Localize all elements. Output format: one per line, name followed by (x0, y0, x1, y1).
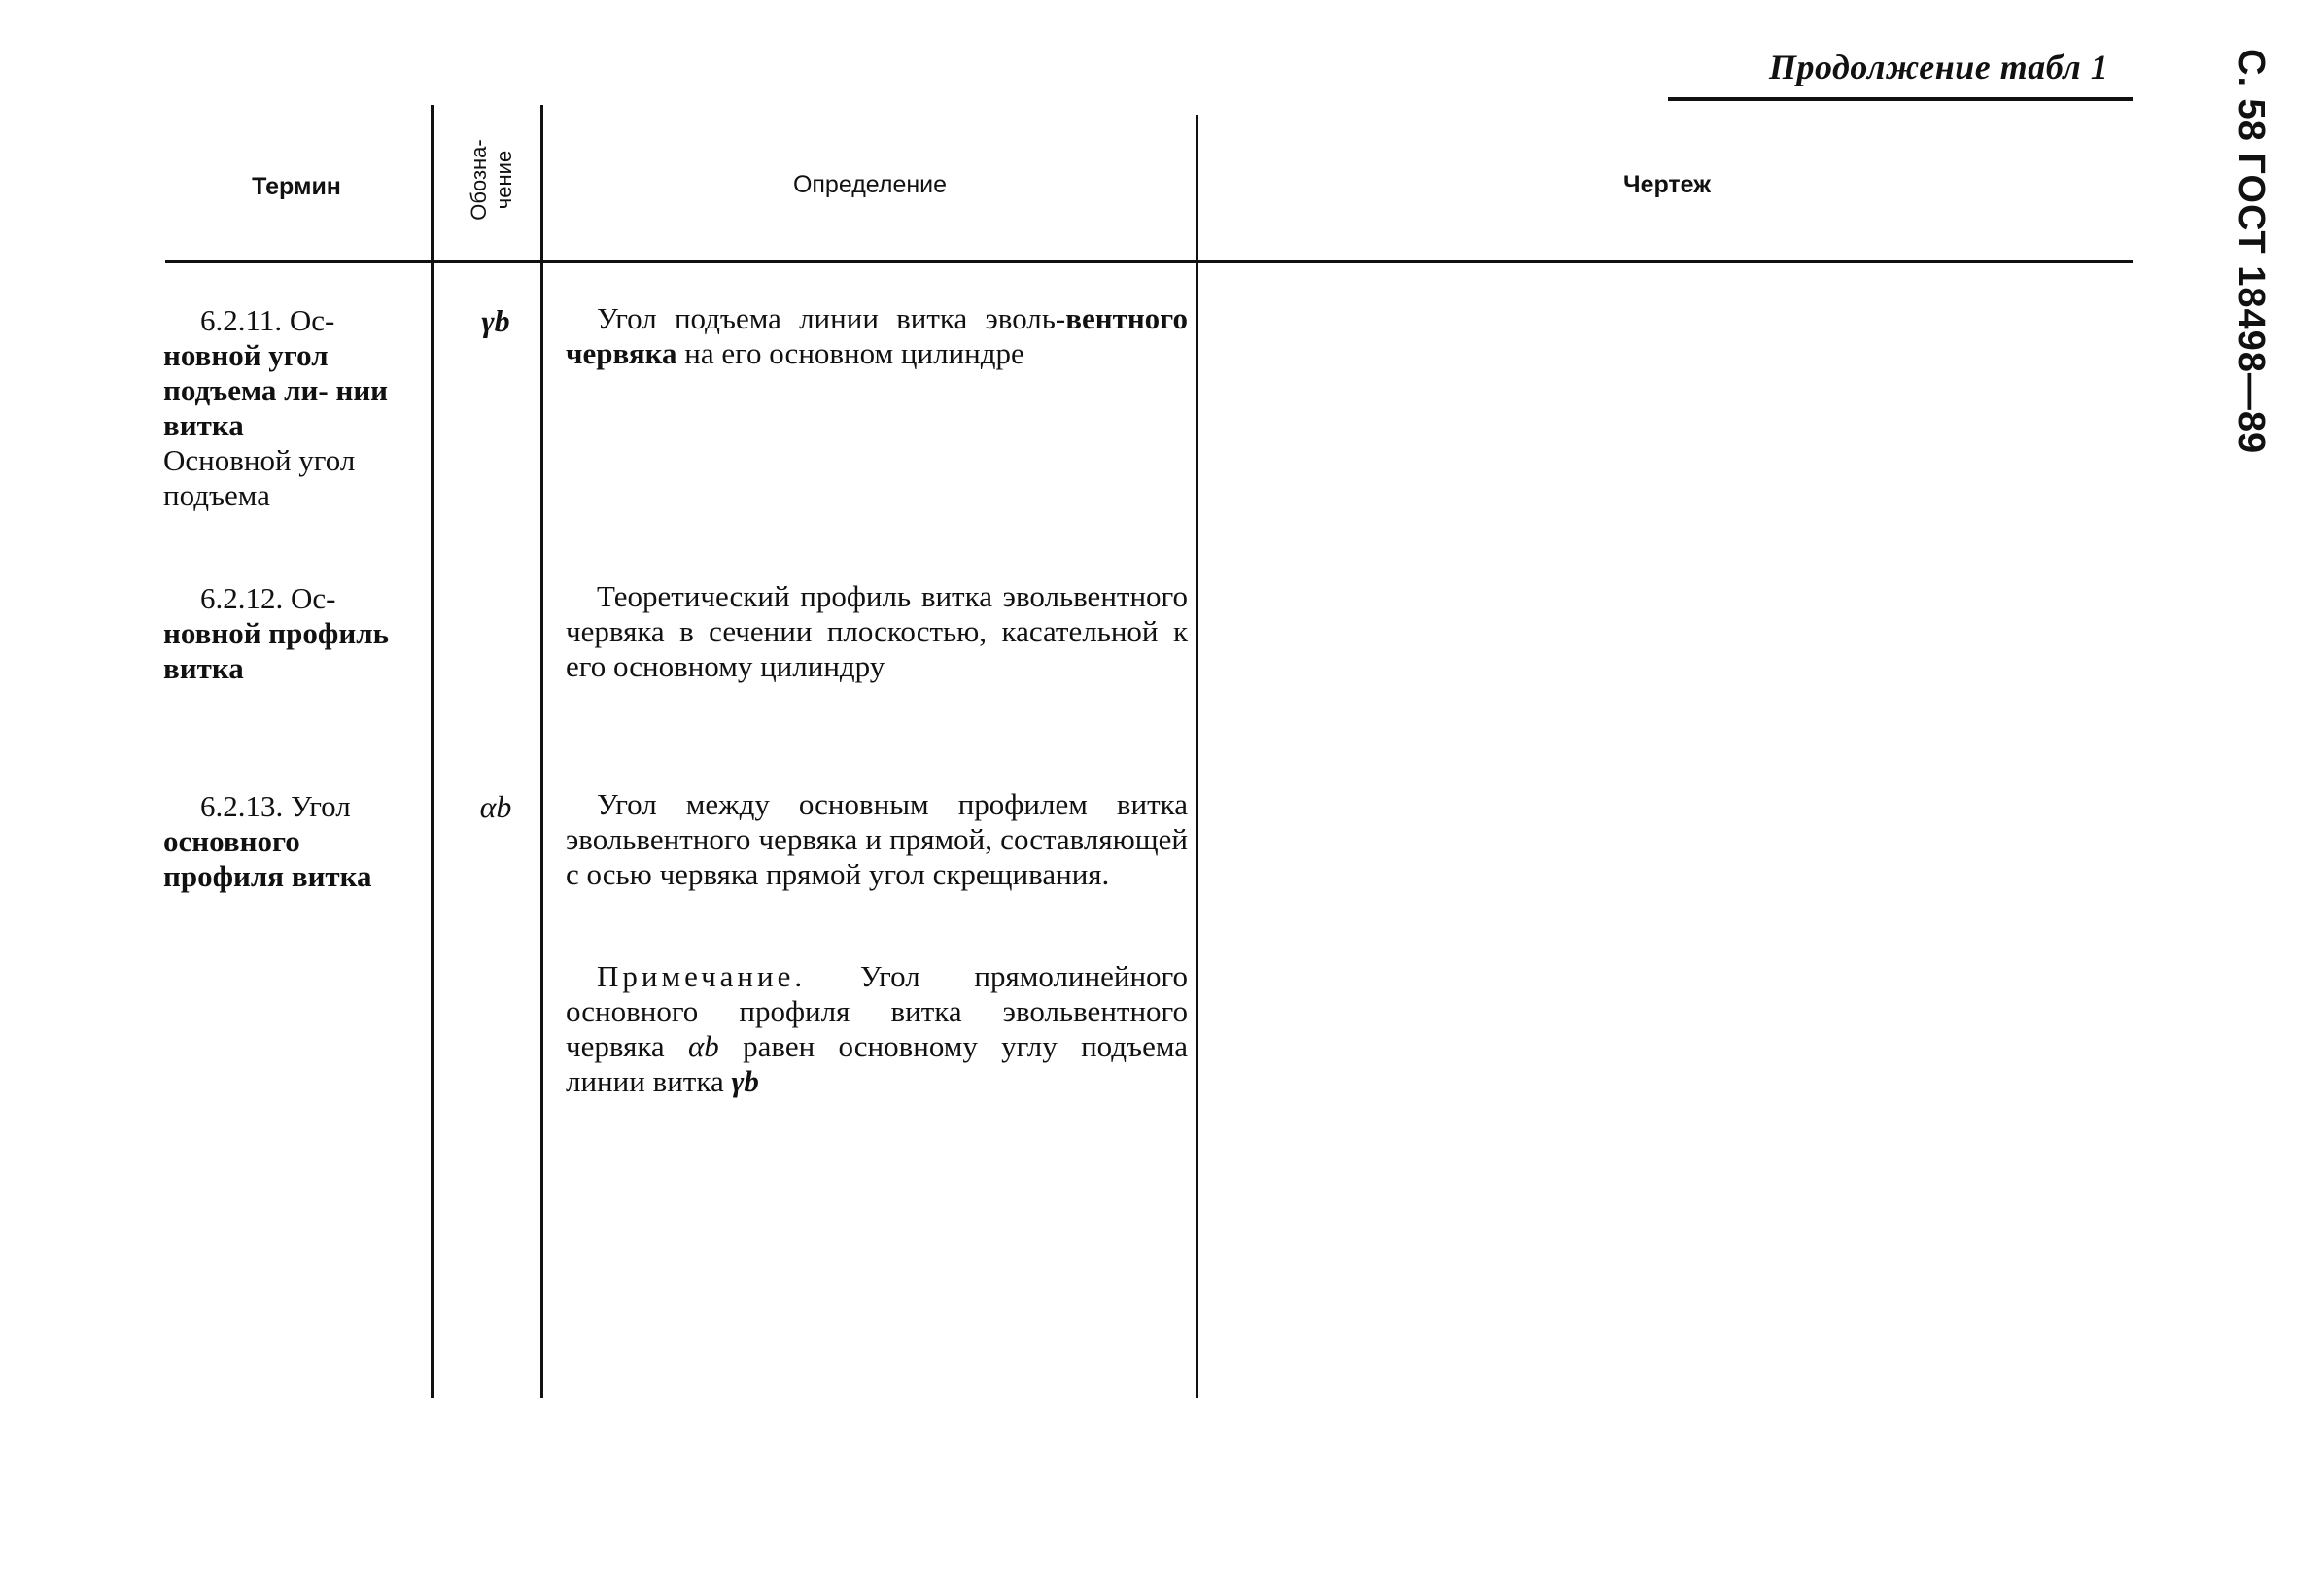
caption-underline (1668, 97, 2133, 101)
term-bold-text: новной профиль витка (163, 616, 390, 685)
table-continuation-caption: Продолжение табл 1 (1769, 48, 2109, 86)
definition-text-continued: на его основном цилиндре (676, 336, 1024, 370)
term-6-2-13 (163, 789, 421, 894)
running-head (2184, 49, 2272, 457)
term-6-2-12 (163, 581, 421, 686)
note-alpha-symbol: αb (688, 1029, 719, 1063)
definition-6-2-12: Теоретический профиль витка эвольвентного червяка в сечении плоскостью, касательной к его основному цилиндру (566, 579, 1188, 683)
note-text-continued: равен основному углу подъема линии витка (566, 1029, 1189, 1098)
running-head-text: С. 58 ГОСТ 18498—89 (2231, 49, 2272, 455)
header-symbol-line1: Обозна- (467, 139, 491, 221)
column-divider-symbol (540, 105, 543, 1398)
symbol-6-2-13: αb (479, 789, 512, 824)
header-drawing: Чертеж (1623, 171, 1711, 198)
term-number: 6.2.13. Угол (200, 789, 351, 823)
definition-bold-text: вентного червяка (566, 301, 1188, 370)
definition-text: Угол подъема линии витка эволь- (597, 301, 1066, 335)
symbol-6-2-11: γb (481, 303, 510, 338)
term-number: 6.2.12. Ос- (200, 581, 336, 615)
note-gamma-symbol: γb (731, 1064, 759, 1098)
term-short-form: Основной угол подъема (163, 443, 356, 512)
definition-6-2-13: Угол между основным профилем витка эвольвентного червяка и прямой, составляющей с осью червяка прямой угол скрещивания. (566, 787, 1188, 891)
definition-6-2-11 (566, 301, 1188, 371)
term-bold-text: основного профиля витка (163, 824, 372, 893)
column-divider-term (431, 105, 434, 1398)
note-label: Примечание. (597, 959, 807, 993)
header-definition: Определение (792, 171, 948, 198)
header-symbol-line2: чение (492, 150, 516, 210)
header-separator (165, 260, 2133, 263)
term-6-2-11 (163, 303, 421, 513)
term-bold-text: новной угол подъема ли- нии витка (163, 338, 389, 442)
note-text: Угол прямолинейного основного профиля витка эвольвентного червяка (566, 959, 1188, 1063)
header-symbol (433, 115, 539, 260)
note-6-2-13 (566, 959, 1188, 1099)
term-number: 6.2.11. Ос- (200, 303, 335, 337)
column-divider-definition (1196, 115, 1198, 1398)
header-term: Термин (252, 173, 341, 200)
